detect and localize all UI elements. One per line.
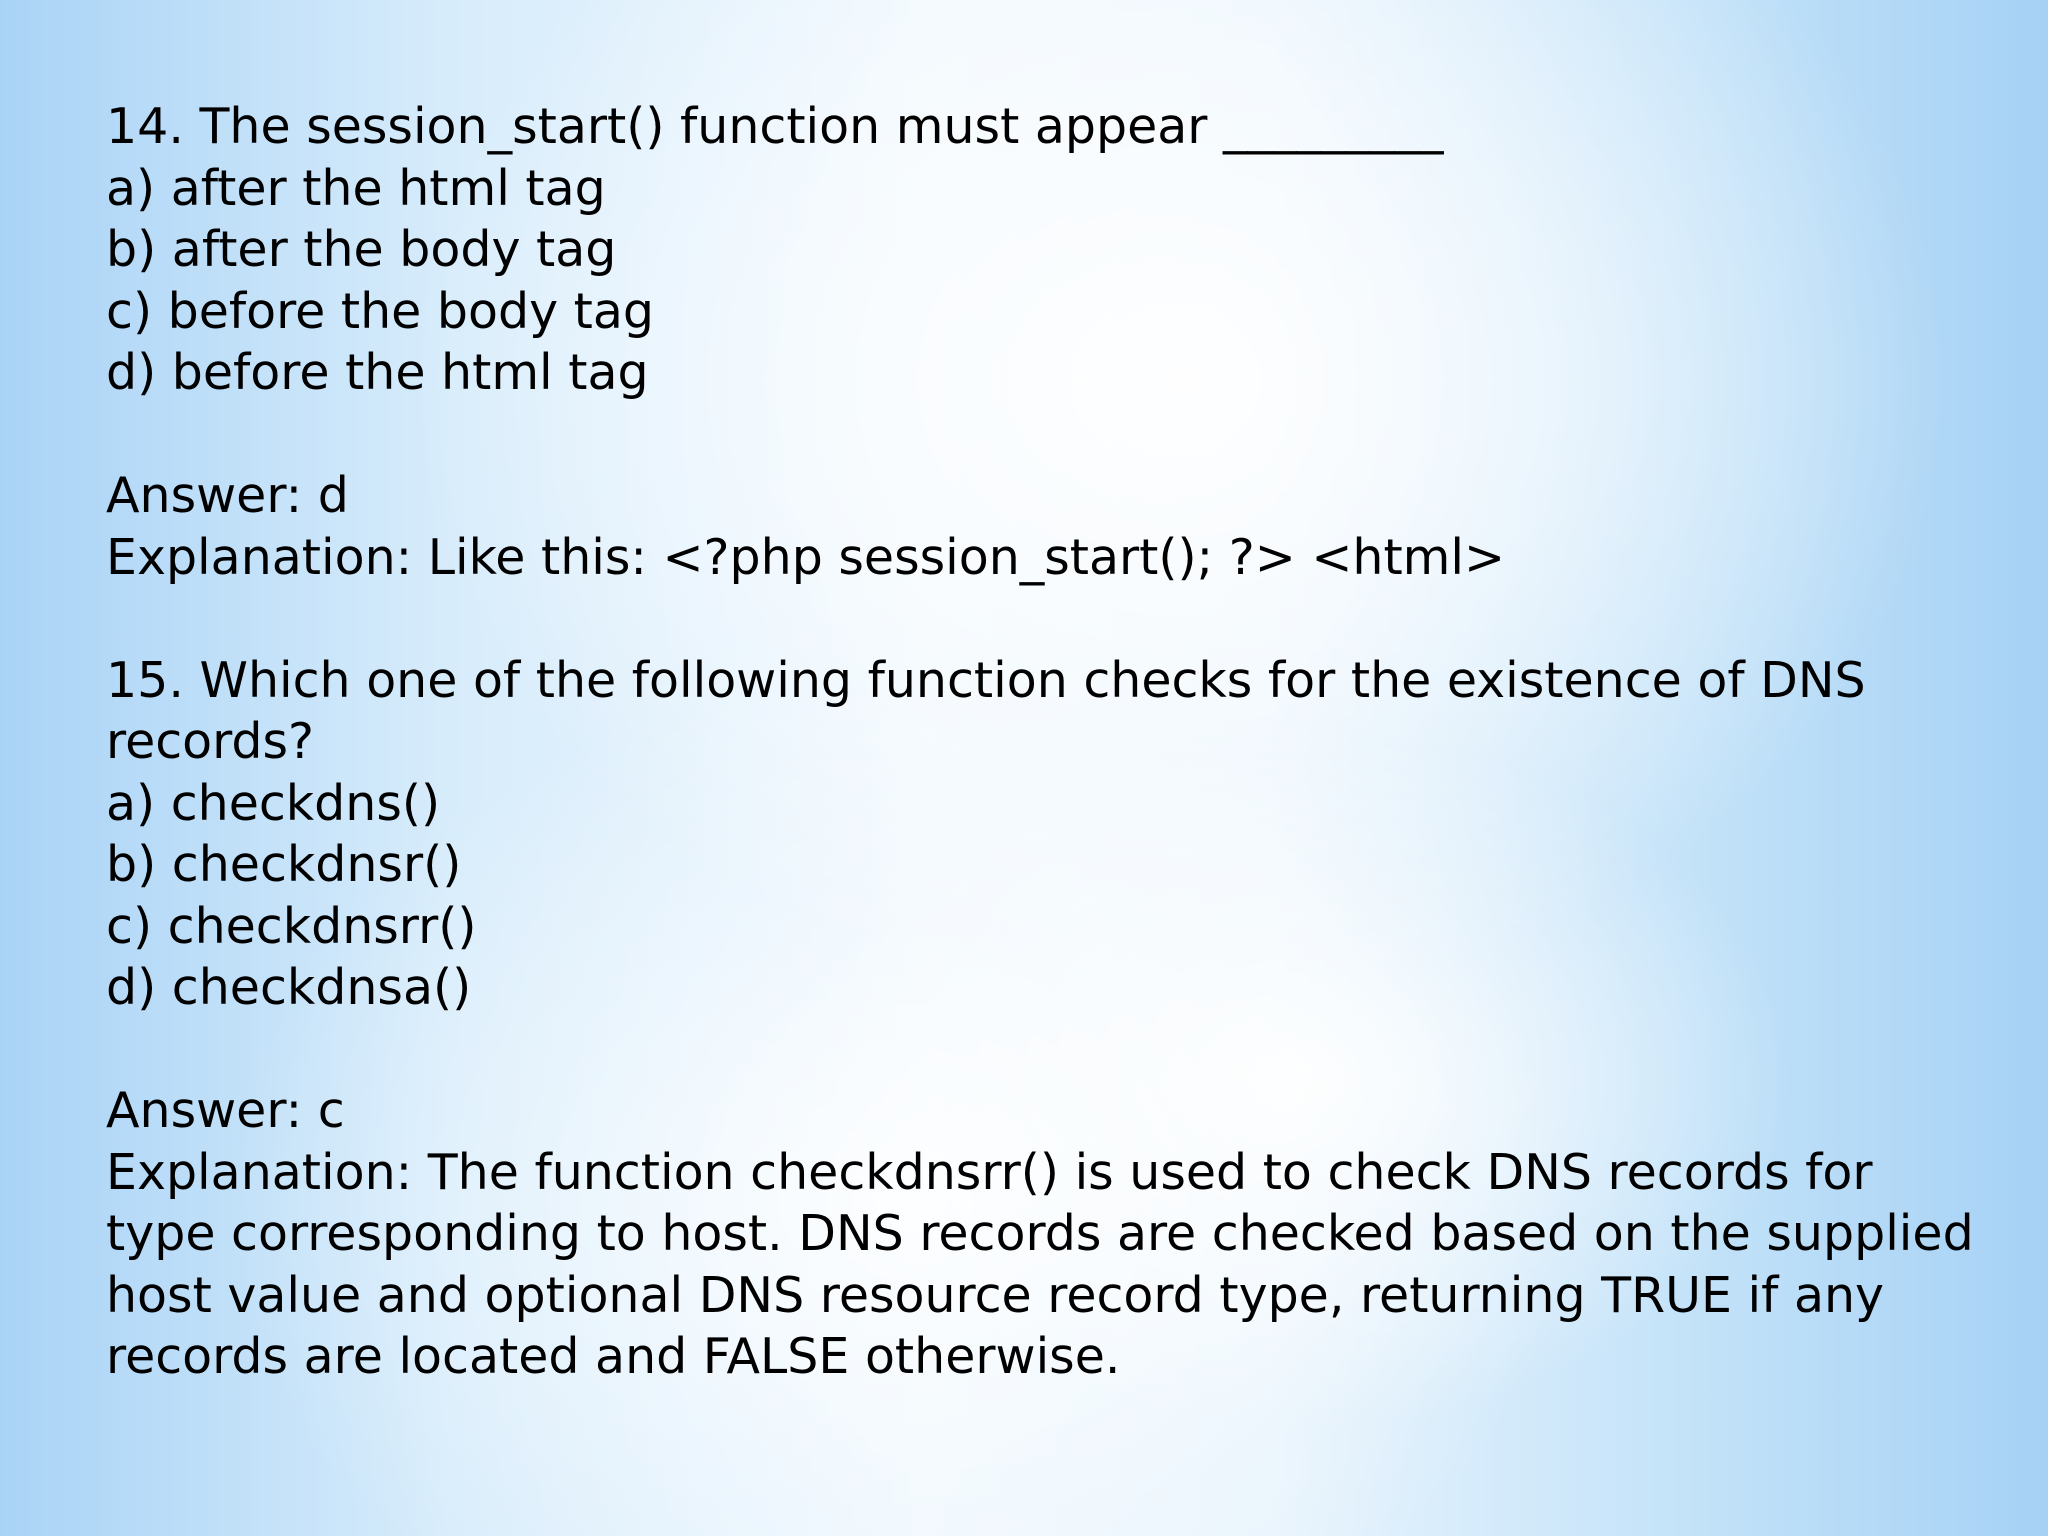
slide-content (106, 96, 1974, 1388)
answer-text: Answer: d (106, 467, 349, 524)
question-14 (106, 96, 1886, 588)
spacer (106, 404, 1886, 466)
answer-text: Answer: c (106, 1082, 345, 1139)
question-text-line-2: records? (106, 713, 315, 770)
spacer (106, 588, 1886, 650)
explanation-line-4: records are located and FALSE otherwise. (106, 1328, 1121, 1385)
explanation-line-3: host value and optional DNS resource record type, returning TRUE if any (106, 1266, 1885, 1324)
spacer (106, 1019, 1886, 1081)
option-a: a) after the html tag (106, 159, 606, 217)
option-a: a) checkdns() (106, 774, 441, 832)
question-text-line-1: 15. Which one of the following function checks for the existence of DNS (106, 651, 1866, 709)
explanation-line-1: Explanation: The function checkdnsrr() is used to check DNS records for (106, 1143, 1873, 1201)
option-b: b) checkdnsr() (106, 836, 462, 893)
question-text: 14. The session_start() function must appear _________ (106, 98, 1444, 155)
option-b: b) after the body tag (106, 221, 617, 278)
option-d: d) before the html tag (106, 344, 649, 401)
option-d: d) checkdnsa() (106, 959, 472, 1016)
option-c: c) checkdnsrr() (106, 897, 477, 955)
explanation-line-2: type corresponding to host. DNS records are checked based on the supplied (106, 1205, 1974, 1262)
option-c: c) before the body tag (106, 282, 654, 340)
explanation-text: Explanation: Like this: <?php session_start(); ?> <html> (106, 528, 1506, 586)
question-15 (106, 650, 1974, 1388)
